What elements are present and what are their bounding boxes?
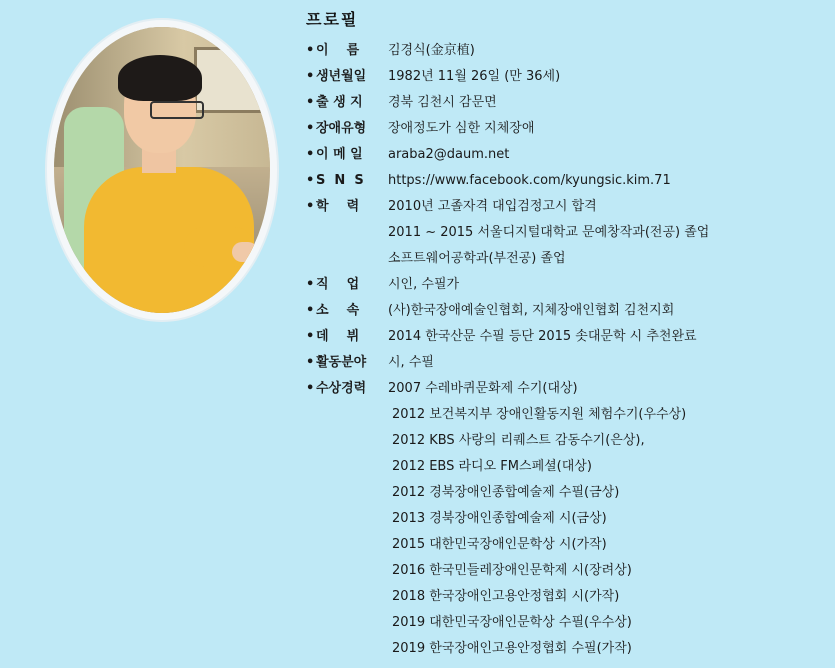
field-values xyxy=(388,64,826,90)
bullet: • xyxy=(306,303,315,318)
bullet: • xyxy=(306,121,315,136)
field-value: 2016 한국민들레장애인문학제 시(장려상) xyxy=(392,563,632,578)
field-label: 직 업 xyxy=(316,277,360,292)
bullet: • xyxy=(306,147,315,162)
bullet: • xyxy=(306,329,315,344)
field-value: 2013 경북장애인종합예술제 시(금상) xyxy=(392,511,607,526)
profile-row xyxy=(306,324,826,350)
bullet: • xyxy=(306,95,315,110)
profile-row xyxy=(306,272,826,298)
bullet: • xyxy=(306,199,315,214)
profile-row xyxy=(306,376,826,662)
bullet: • xyxy=(306,173,315,188)
field-value: 김경식(金京植) xyxy=(388,43,475,58)
field-values xyxy=(388,116,826,142)
profile-row xyxy=(306,90,826,116)
profile-row xyxy=(306,142,826,168)
profile-rows xyxy=(306,38,826,662)
profile-photo-frame xyxy=(47,20,277,320)
profile-row xyxy=(306,168,826,194)
field-value[interactable]: araba2@daum.net xyxy=(388,147,510,162)
field-label: 수상경력 xyxy=(316,381,367,396)
field-value: 2018 한국장애인고용안정협회 시(가작) xyxy=(392,589,620,604)
field-value: 2012 보건복지부 장애인활동지원 체험수기(우수상) xyxy=(392,407,687,422)
field-value: 경북 김천시 감문면 xyxy=(388,95,497,110)
profile-photo xyxy=(54,27,270,313)
field-values xyxy=(388,376,826,662)
field-label: 생년월일 xyxy=(316,69,367,84)
field-value: 2014 한국산문 수필 등단 2015 솟대문학 시 추천완료 xyxy=(388,329,697,344)
field-value: 2007 수레바퀴문화제 수기(대상) xyxy=(388,381,578,396)
field-value: 시, 수필 xyxy=(388,355,434,370)
field-label: 이 름 xyxy=(316,43,360,58)
field-values xyxy=(388,194,826,272)
bullet: • xyxy=(306,381,315,396)
field-value: 2010년 고졸자격 대입검정고시 합격 xyxy=(388,199,597,214)
field-label: 소 속 xyxy=(316,303,360,318)
field-value: 2015 대한민국장애인문학상 시(가작) xyxy=(392,537,607,552)
field-value: 2011 ~ 2015 서울디지털대학교 문예창작과(전공) 졸업 xyxy=(388,225,710,240)
profile-row xyxy=(306,38,826,64)
field-value: 시인, 수필가 xyxy=(388,277,460,292)
field-value: 2012 EBS 라디오 FM스페셜(대상) xyxy=(392,459,592,474)
field-label: 장애유형 xyxy=(316,121,367,136)
field-values xyxy=(388,168,826,194)
bullet: • xyxy=(306,355,315,370)
field-values xyxy=(388,90,826,116)
field-value: 2012 KBS 사랑의 리퀘스트 감동수기(은상), xyxy=(392,433,645,448)
profile-row xyxy=(306,298,826,324)
profile-title: 프로필 xyxy=(306,10,359,29)
field-value: 2019 한국장애인고용안정협회 수필(가작) xyxy=(392,641,632,656)
profile-row xyxy=(306,64,826,90)
bullet: • xyxy=(306,277,315,292)
field-value: 1982년 11월 26일 (만 36세) xyxy=(388,69,561,84)
field-values xyxy=(388,38,826,64)
field-label: S N S xyxy=(316,173,364,188)
field-value[interactable]: https://www.facebook.com/kyungsic.kim.71 xyxy=(388,173,671,188)
field-value: 2019 대한민국장애인문학상 수필(우수상) xyxy=(392,615,632,630)
field-values xyxy=(388,298,826,324)
field-value: (사)한국장애예술인협회, 지체장애인협회 김천지회 xyxy=(388,303,675,318)
profile-row xyxy=(306,350,826,376)
field-value: 장애정도가 심한 지체장애 xyxy=(388,121,535,136)
profile-row xyxy=(306,194,826,272)
profile-row xyxy=(306,116,826,142)
field-label: 데 뷔 xyxy=(316,329,360,344)
field-label: 출 생 지 xyxy=(316,95,363,110)
field-values xyxy=(388,324,826,350)
profile-section xyxy=(306,6,826,662)
field-label: 활동분야 xyxy=(316,355,367,370)
field-value: 2012 경북장애인종합예술제 수필(금상) xyxy=(392,485,620,500)
field-values xyxy=(388,350,826,376)
field-value: 소프트웨어공학과(부전공) 졸업 xyxy=(388,251,566,266)
field-values xyxy=(388,272,826,298)
field-label: 학 력 xyxy=(316,199,360,214)
field-label: 이 메 일 xyxy=(316,147,363,162)
field-values xyxy=(388,142,826,168)
bullet: • xyxy=(306,69,315,84)
bullet: • xyxy=(306,43,315,58)
